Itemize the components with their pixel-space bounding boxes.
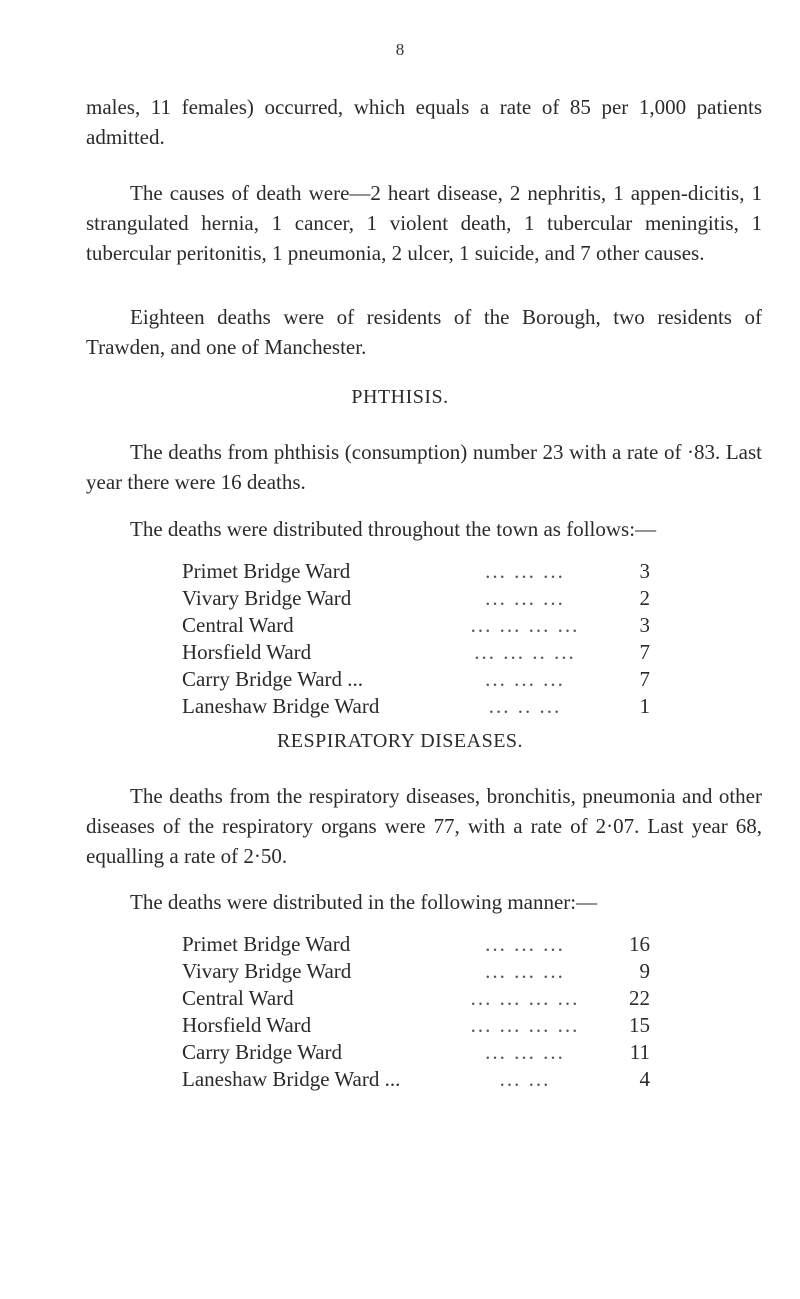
table-row	[182, 693, 650, 720]
leader-dots: ... ... ...	[485, 559, 565, 583]
respiratory-heading: RESPIRATORY DISEASES.	[276, 730, 524, 752]
ward-value: 2	[639, 586, 650, 610]
table-row	[182, 1039, 650, 1066]
leader-dots: ... ... ...	[485, 932, 565, 956]
table-row	[182, 1066, 650, 1093]
ward-value: 3	[639, 613, 650, 637]
table-row	[182, 958, 650, 985]
table-row	[182, 558, 650, 585]
ward-value: 16	[629, 932, 650, 956]
leader-dots: ... ... ... ...	[470, 986, 580, 1010]
table-row	[182, 985, 650, 1012]
page-number: 8	[395, 40, 405, 59]
ward-value: 7	[639, 667, 650, 691]
ward-name: Carry Bridge Ward ...	[182, 667, 364, 691]
ward-name: Laneshaw Bridge Ward ...	[182, 1067, 401, 1091]
leader-dots: ... ... ...	[485, 959, 565, 983]
ward-name: Horsfield Ward	[182, 640, 312, 664]
phthisis-distribution-intro: The deaths were distributed throughout the town as follows:—	[130, 517, 657, 541]
table-row	[182, 1012, 650, 1039]
ward-name: Primet Bridge Ward	[182, 932, 351, 956]
respiratory-paragraph: The deaths from the respiratory diseases, bronchitis, pneumonia and other diseases of the respiratory organs were 77, with a rate of 2·07. Last year 68, equalling a rate of 2·50.	[86, 784, 762, 868]
table-row	[182, 639, 650, 666]
ward-name: Carry Bridge Ward	[182, 1040, 343, 1064]
leader-dots: ... ...	[499, 1067, 551, 1091]
ward-name: Central Ward	[182, 986, 294, 1010]
ward-name: Vivary Bridge Ward	[182, 959, 352, 983]
ward-value: 3	[639, 559, 650, 583]
intro-paragraph: males, 11 females) occurred, which equals a rate of 85 per 1,000 patients admitted.	[86, 95, 762, 149]
leader-dots: ... ... .. ...	[474, 640, 576, 664]
leader-dots: ... ... ... ...	[470, 613, 580, 637]
phthisis-paragraph: The deaths from phthisis (consumption) number 23 with a rate of ·83. Last year there were 16 deaths.	[86, 440, 762, 494]
phthisis-ward-table	[182, 558, 650, 720]
ward-value: 7	[639, 640, 650, 664]
respiratory-distribution-intro: The deaths were distributed in the following manner:—	[130, 890, 598, 914]
ward-value: 15	[629, 1013, 650, 1037]
ward-value: 22	[629, 986, 650, 1010]
leader-dots: ... .. ...	[488, 694, 562, 718]
leader-dots: ... ... ...	[485, 1040, 565, 1064]
ward-name: Vivary Bridge Ward	[182, 586, 352, 610]
ward-value: 9	[639, 959, 650, 983]
table-row	[182, 666, 650, 693]
leader-dots: ... ... ...	[485, 667, 565, 691]
leader-dots: ... ... ... ...	[470, 1013, 580, 1037]
table-row	[182, 931, 650, 958]
ward-name: Central Ward	[182, 613, 294, 637]
ward-name: Laneshaw Bridge Ward	[182, 694, 380, 718]
residents-paragraph: Eighteen deaths were of residents of the Borough, two residents of Trawden, and one of Manchester.	[86, 305, 762, 359]
ward-value: 1	[639, 694, 650, 718]
table-row	[182, 585, 650, 612]
ward-name: Primet Bridge Ward	[182, 559, 351, 583]
table-row	[182, 612, 650, 639]
ward-value: 4	[639, 1067, 650, 1091]
leader-dots: ... ... ...	[485, 586, 565, 610]
phthisis-heading: PHTHISIS.	[351, 386, 449, 408]
ward-name: Horsfield Ward	[182, 1013, 312, 1037]
ward-value: 11	[629, 1040, 650, 1064]
respiratory-ward-table	[182, 931, 650, 1093]
causes-paragraph: The causes of death were—2 heart disease, 2 nephritis, 1 appen-dicitis, 1 strangulated hernia, 1 cancer, 1 violent death, 1 tubercular meningitis, 1 tubercular peritonitis, 1 pneumonia, 2 ulcer, 1 suicide, and 7 other causes.	[86, 181, 762, 265]
